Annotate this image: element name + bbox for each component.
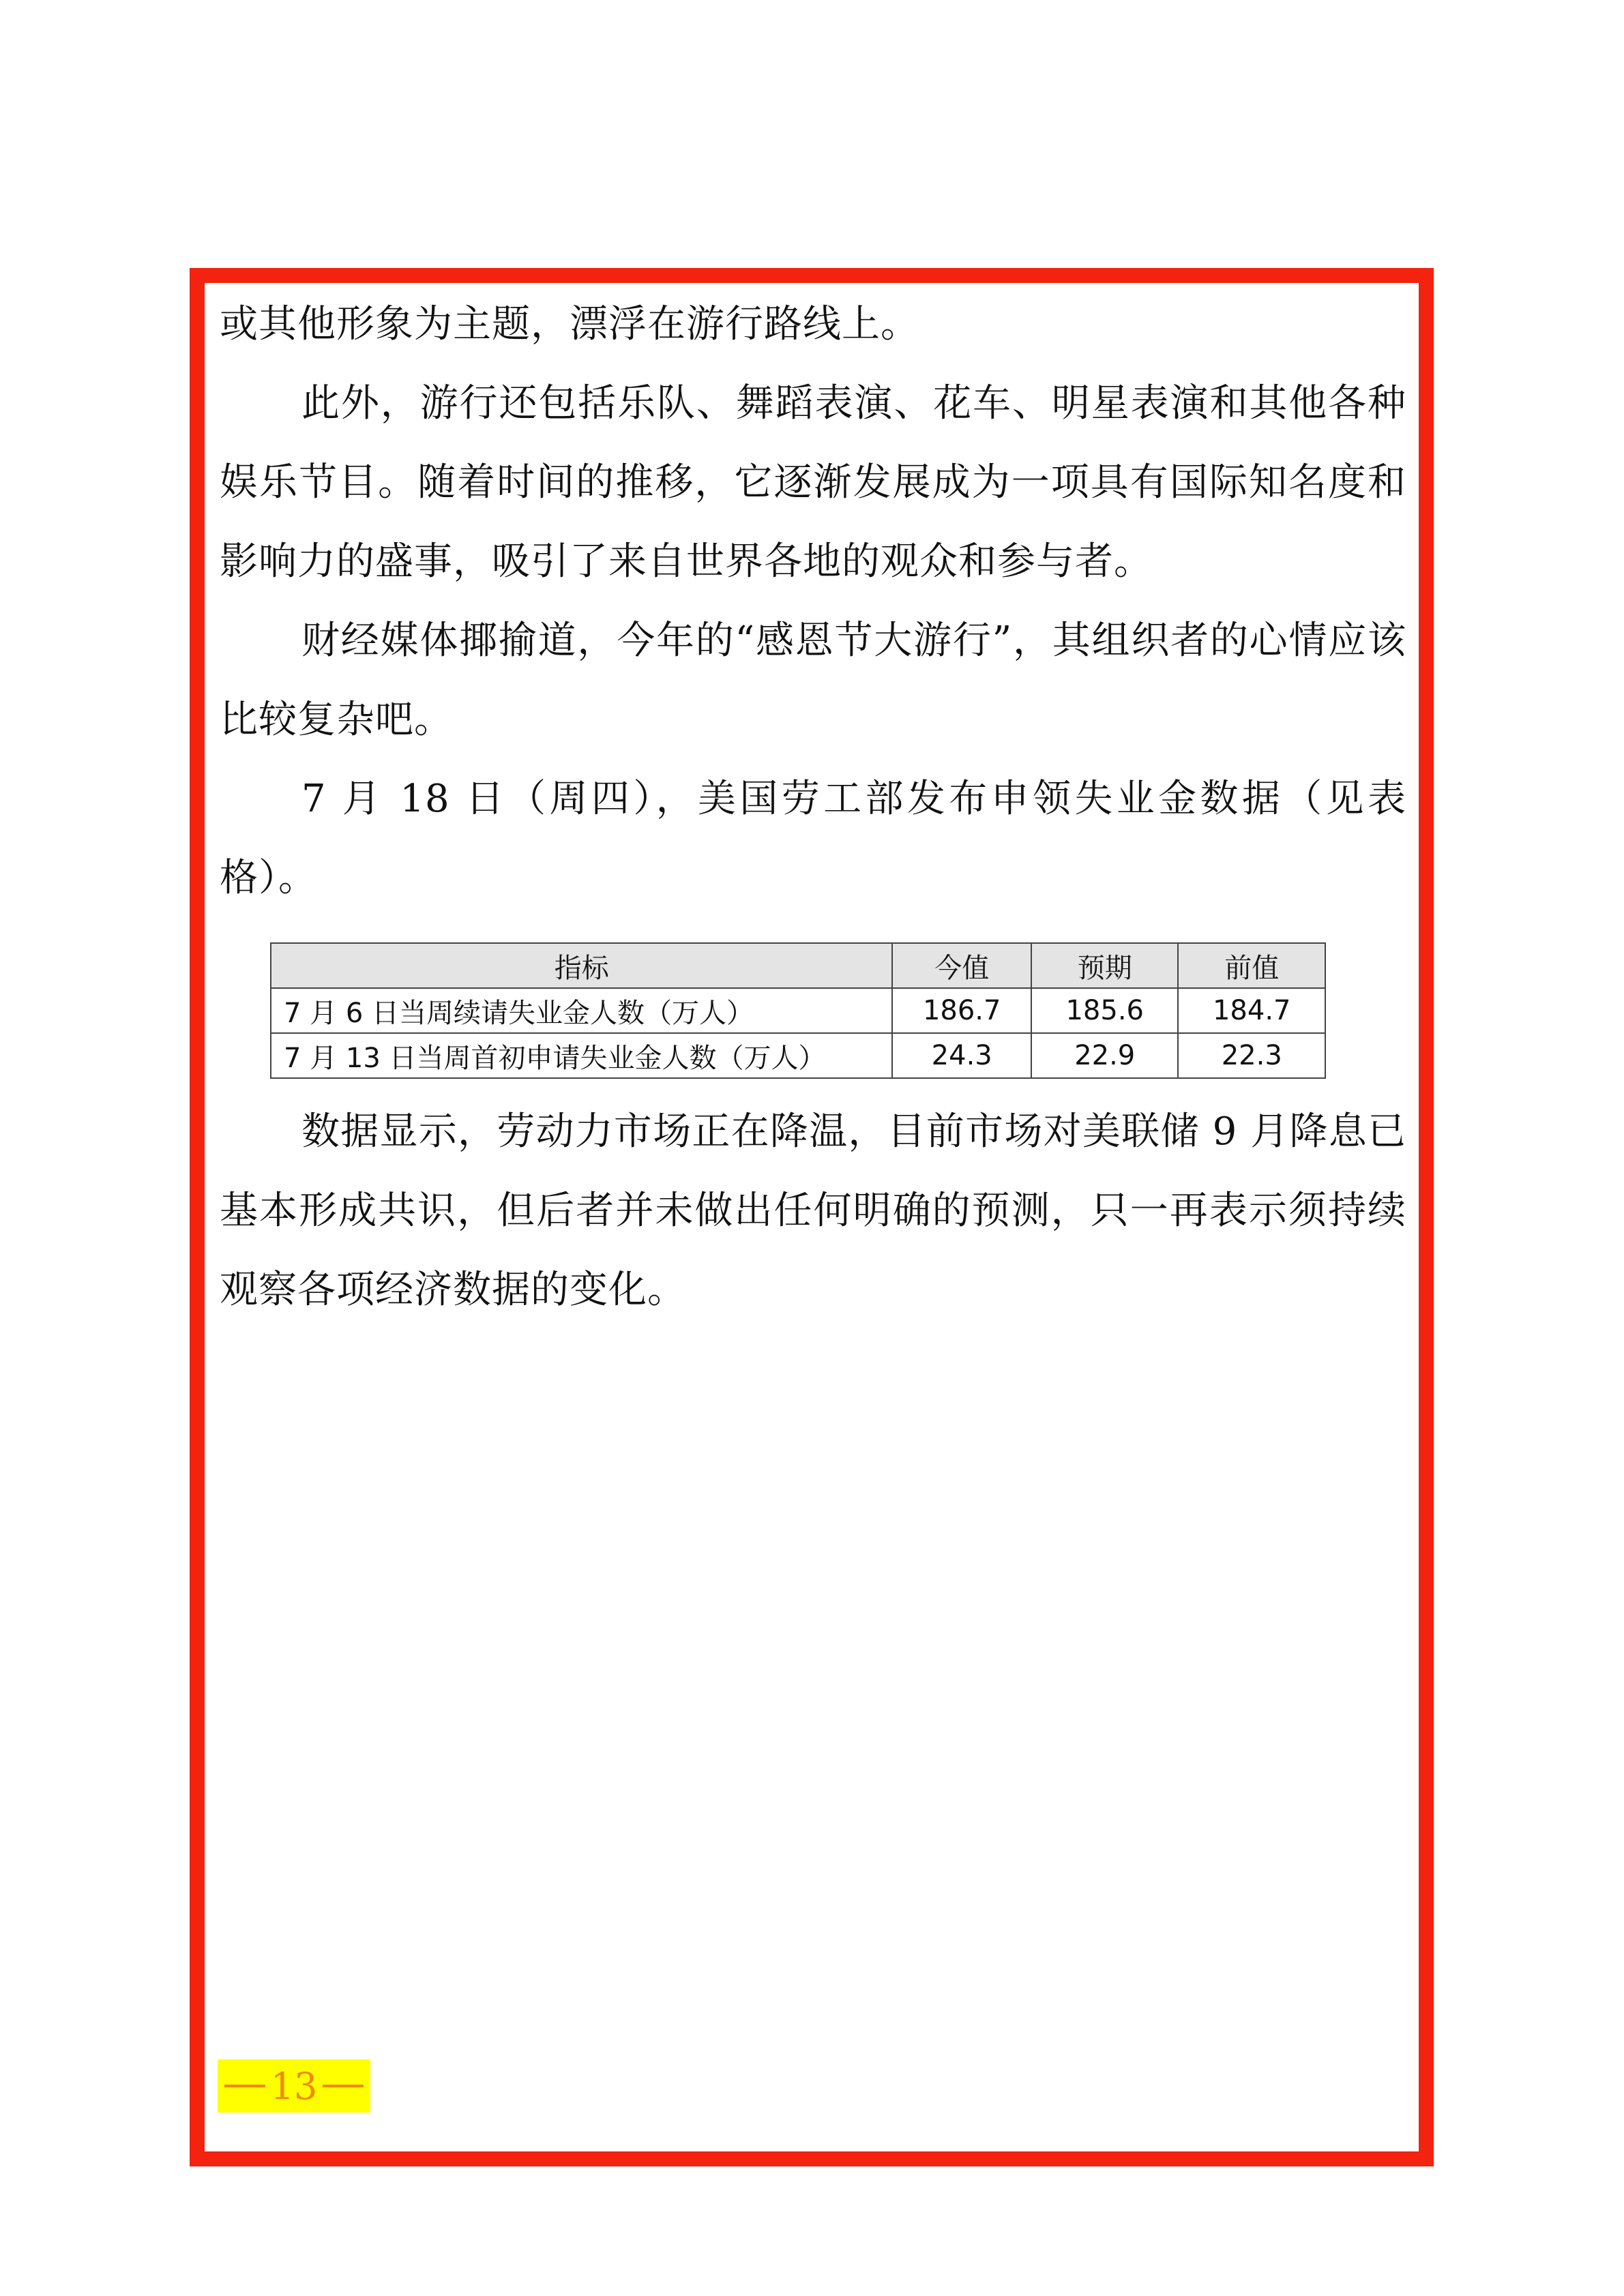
row-2-actual: 24.3 (892, 1033, 1031, 1078)
page-number-dash-right (323, 2085, 364, 2087)
table-row (271, 1033, 1325, 1078)
page-number-badge (218, 2059, 370, 2113)
row-1-indicator: 7 月 6 日当周续请失业金人数（万人） (271, 988, 892, 1033)
row-1-forecast: 185.6 (1031, 988, 1178, 1033)
header-previous: 前值 (1178, 943, 1325, 988)
jobless-claims-table (270, 942, 1326, 1079)
row-1-previous: 184.7 (1178, 988, 1325, 1033)
paragraph-3: 财经媒体揶揄道，今年的“感恩节大游行”，其组织者的心情应该比较复杂吧。 (220, 618, 1406, 742)
paragraph-1: 或其他形象为主题，漂浮在游行路线上。 (220, 302, 919, 346)
header-forecast: 预期 (1031, 943, 1178, 988)
header-actual: 今值 (892, 943, 1031, 988)
paragraph-4: 7 月 18 日（周四），美国劳工部发布申领失业金数据（见表格）。 (220, 777, 1406, 900)
jobless-claims-table-wrap (270, 942, 1326, 1079)
header-indicator: 指标 (271, 943, 892, 988)
document-body (220, 285, 1406, 1330)
paragraph-5: 数据显示，劳动力市场正在降温，目前市场对美联储 9 月降息已基本形成共识，但后者并未做出任何明确的预测，只一再表示须持续观察各项经济数据的变化。 (220, 1109, 1406, 1312)
row-1-actual: 186.7 (892, 988, 1031, 1033)
page-number-dash-left (224, 2085, 265, 2087)
row-2-indicator: 7 月 13 日当周首初申请失业金人数（万人） (271, 1033, 892, 1078)
page-number: 13 (270, 2064, 318, 2108)
table-header-row (271, 943, 1325, 988)
row-2-previous: 22.3 (1178, 1033, 1325, 1078)
row-2-forecast: 22.9 (1031, 1033, 1178, 1078)
table-row (271, 988, 1325, 1033)
paragraph-2: 此外，游行还包括乐队、舞蹈表演、花车、明星表演和其他各种娱乐节目。随着时间的推移，它逐渐发展成为一项具有国际知名度和影响力的盛事，吸引了来自世界各地的观众和参与者。 (220, 381, 1406, 584)
